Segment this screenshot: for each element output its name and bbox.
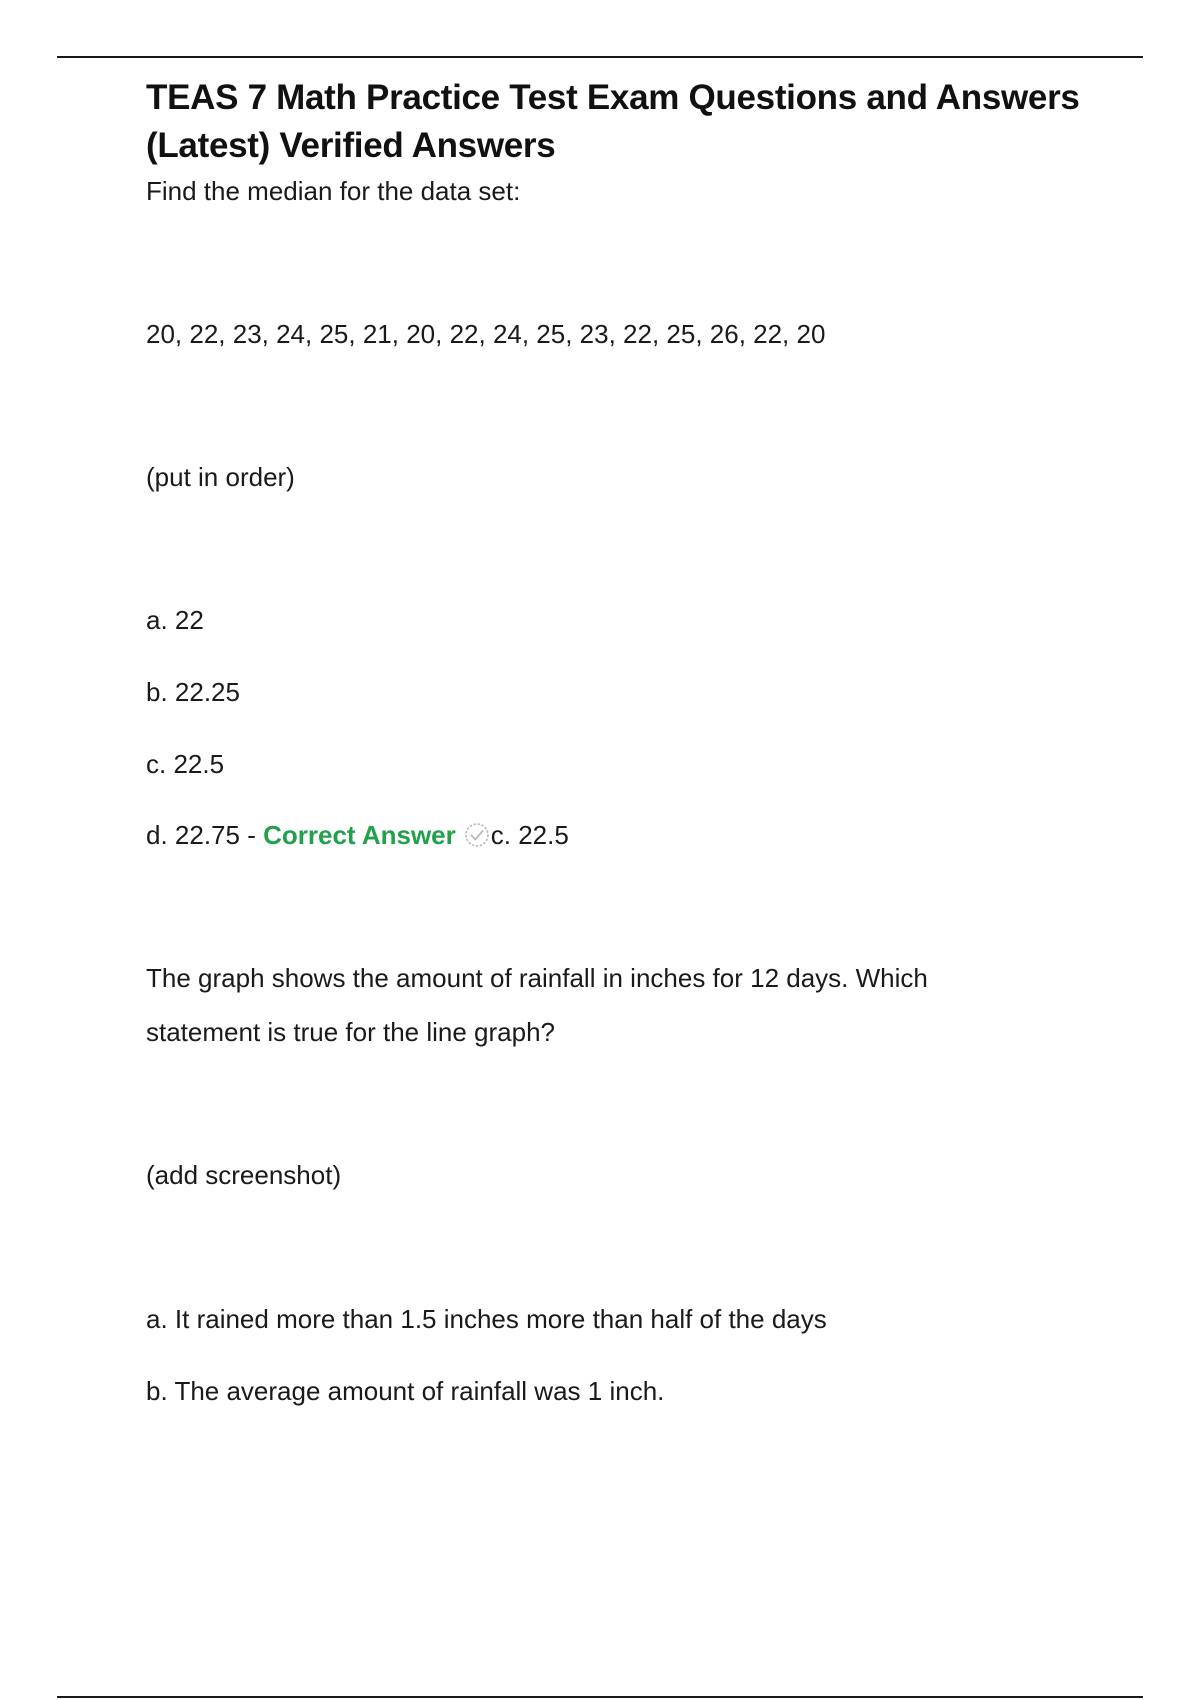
- question-2-prompt-line-2: statement is true for the line graph?: [146, 1017, 556, 1047]
- document-title: TEAS 7 Math Practice Test Exam Questions and Answers (Latest) Verified Answers: [146, 78, 1080, 165]
- question-1-hint: (put in order): [146, 462, 295, 492]
- question-1-option-d: [146, 818, 569, 852]
- question-2-prompt-line-1: The graph shows the amount of rainfall in inches for 12 days. Which: [146, 963, 928, 993]
- footer-rule: [57, 1696, 1143, 1698]
- question-1-option-a: a. 22: [146, 605, 204, 635]
- question-1-option-c: c. 22.5: [146, 749, 225, 779]
- question-1-option-b: b. 22.25: [146, 677, 240, 707]
- check-circle-icon: [464, 822, 490, 848]
- question-2-option-b: b. The average amount of rainfall was 1 inch.: [146, 1376, 665, 1406]
- header-rule: [57, 56, 1143, 58]
- correct-answer-value: c. 22.5: [490, 820, 569, 850]
- option-d-text: d. 22.75 -: [146, 820, 256, 850]
- question-2-option-a: a. It rained more than 1.5 inches more than half of the days: [146, 1304, 827, 1334]
- question-1-data-set: 20, 22, 23, 24, 25, 21, 20, 22, 24, 25, 23, 22, 25, 26, 22, 20: [146, 319, 826, 349]
- correct-answer-label: Correct Answer: [263, 820, 456, 850]
- question-1-prompt: Find the median for the data set:: [146, 176, 521, 206]
- question-2-screenshot-placeholder: (add screenshot): [146, 1160, 342, 1190]
